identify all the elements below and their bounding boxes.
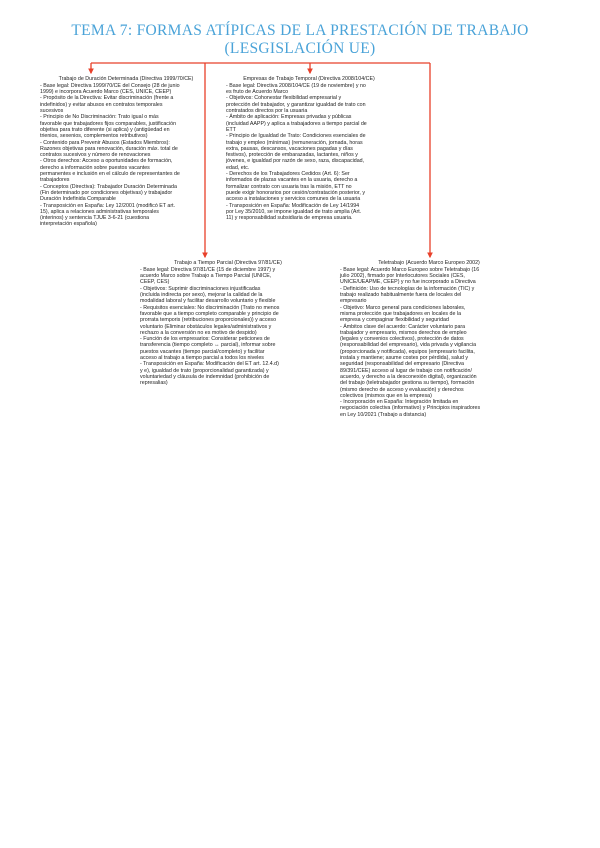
box-teletrabajo — [340, 260, 518, 418]
box-text-line: - Base legal: Directiva 97/81/CE (15 de diciembre 1997) y — [140, 266, 276, 273]
box-text-line: objetiva para trato diferente (si aplica) y (antigüedad en — [40, 126, 170, 133]
box-text-line: edad, etc. — [226, 164, 250, 171]
box-text-line: (legales y convenios colectivos), protección de datos — [340, 336, 464, 343]
box-text-line: trabajo realizado habitualmente fuera de locales del — [340, 292, 462, 299]
box-text-line: UNICE/UEAPME, CEEP) y no fue incorporado a Directiva — [340, 279, 476, 286]
box-text-line: trabajadores — [40, 177, 70, 184]
box-text-line: trabajador y empresario, mismos derechos de empleo — [340, 329, 467, 336]
box-text-line: puede exigir honorarios por cesión/contratación posterior, y — [226, 189, 365, 196]
box-text-line: acuerdo, y derecho a la desconexión digital), organización — [340, 373, 477, 380]
box-text-line: protección del trabajador, y garantizar igualdad de trato con — [226, 101, 366, 108]
box-text-line: 15), aplica a relaciones administrativas temporales — [40, 208, 159, 215]
box-text-line: seguridad (responsabilidad del empresario (Directiva — [340, 361, 464, 368]
box-text-line: (responsabilidad del empresario), vida privada y vigilancia — [340, 342, 477, 349]
box-text-line: - Ámbitos clave del acuerdo: Carácter voluntario para — [340, 323, 466, 330]
box-text-line: misma protección que trabajadores en locales de la — [340, 310, 462, 317]
box-duracion-determinada — [40, 76, 212, 228]
box-text-line: - Objetivos: Suprimir discriminaciones injustificadas — [140, 285, 261, 292]
box-text-line: - Incorporación en España: Integración limitada en — [340, 399, 459, 406]
box-text-line: festivos), protección de embarazadas, lactantes, niños y — [226, 152, 358, 159]
box-text-line: - Objetivos: Cohonestar flexibilidad empresarial y — [226, 95, 342, 102]
box-text-line: interpretación española) — [40, 221, 97, 228]
box-text-line: - Derechos de los Trabajadores Cedidos (Art. 6): Ser — [226, 171, 350, 178]
box-text-line: prorrata temporis (retribuciones proporcionales)) y acceso — [140, 317, 277, 324]
box-text-line: trabajo y empleo (mínimas) (remuneración, jornada, horas — [226, 139, 363, 146]
box-text-line: del trabajo (teletrabajador gestiona su tiempo), formación — [340, 380, 475, 387]
diagram-title-line-2: (LESGISLACIÓN UE) — [224, 40, 376, 57]
box-text-line: contratados directos por la usuaria — [226, 108, 308, 115]
box-text-line: (incluidad AAPP) y aplica a trabajadores a tiempo parcial de — [226, 120, 367, 127]
box-text-line: favorable que trabajadores fijos comparables, justificación — [40, 120, 177, 127]
box-text-line: - Contenido para Prevenir Abusos (Estados Miembros): — [40, 139, 170, 146]
box-text-line: es fruto de Acuerdo Marco — [226, 89, 289, 96]
box-text-line: en Ley 10/2021 (Trabajo a distancia) — [340, 411, 427, 418]
box-tiempo-parcial — [140, 260, 316, 387]
box-text-line: puestos vacantes (tiempo parcial/completo) y facilitar — [140, 348, 265, 355]
box-text-line: 89/391/CEE) acceso al lugar de trabajo con notificación/ — [340, 367, 472, 374]
box-text-line: derecho a información sobre puestos vacantes — [40, 164, 150, 171]
box-empresas-trabajo-temporal — [226, 76, 392, 221]
box-text-line: jóvenes, e igualdad por razón de sexo, raza, discapacidad, — [226, 158, 365, 165]
box-text-line: voluntario (Eliminar obstáculos legales/administrativos y — [140, 323, 272, 330]
box-text-line: indefinidos) y evitar abusos en contratos temporales — [40, 101, 163, 108]
box-text-line: represalias) — [140, 380, 168, 387]
box-text-line: - Propósito de la Directiva: Evitar discriminación (frente a — [40, 95, 174, 102]
box-text-line: - Base legal: Directiva 1999/70/CE del Consejo (28 de junio — [40, 82, 180, 89]
box-text-line: - Base legal: Directiva 2008/104/CE (19 de noviembre) y no — [226, 82, 366, 89]
box-heading: Empresas de Trabajo Temporal (Directiva 2008/104/CE) — [243, 76, 375, 82]
box-text-line: - Transposición en España: Ley 12/2001 (modificó ET art. — [40, 202, 176, 209]
box-text-line: contratos sucesivos y número de renovaciones — [40, 152, 151, 159]
box-text-line: - Transposición en España: Modificación de Ley 14/1994 — [226, 202, 360, 209]
box-text-line: - Requisitos esenciales: No discriminación (Trato no menos — [140, 304, 280, 311]
box-text-line: sucesivos — [40, 108, 64, 115]
diagram-title-line-1: TEMA 7: FORMAS ATÍPICAS DE LA PRESTACIÓN DE TRABAJO — [71, 22, 529, 39]
box-text-line: trienios, sexenios, complementos retributivos) — [40, 133, 148, 140]
box-text-line: transferencia (tiempo completo ↔ parcial), informar sobre — [140, 342, 276, 349]
box-text-line: (incluida indirecta por sexo), mejorar la calidad de la — [140, 292, 263, 299]
box-text-line: CEEP, CES) — [140, 279, 170, 286]
box-text-line: (proporcionada y notificada), equipos (empresario facilita, — [340, 348, 475, 355]
box-text-line: - Transposición en España: Modificación del ET art. 12.4.d) — [140, 361, 279, 368]
box-text-line: - Objetivo: Marco general para condiciones laborales, — [340, 304, 466, 311]
box-text-line: - Ámbito de aplicación: Empresas privadas y públicas — [226, 114, 352, 121]
box-text-line: colectivos (mismos que en la empresa) — [340, 392, 432, 399]
box-text-line: ETT — [226, 126, 237, 133]
box-text-line: - Base legal: Acuerdo Marco Europeo sobre Teletrabajo (16 — [340, 266, 480, 273]
box-text-line: - Principio de No Discriminación: Trato igual o más — [40, 114, 159, 121]
box-text-line: (mismo derecho de acceso y evaluación) y derechos — [340, 386, 464, 393]
box-heading: Trabajo de Duración Determinada (Directiva 1999/70/CE) — [58, 76, 194, 82]
box-text-line: negociación colectiva (informativo) y Principios inspiradores — [340, 405, 481, 412]
box-text-line: y e), igualdad de trato (proporcionalidad garantizada) y — [140, 367, 269, 374]
box-text-line: - Conceptos (Directiva): Trabajador Duración Determinada — [40, 183, 177, 190]
box-text-line: 1999) e incorpora Acuerdo Marco (CES, UNICE, CEEP) — [40, 89, 172, 96]
box-text-line: - Otros derechos: Acceso a oportunidades de formación, — [40, 158, 173, 165]
box-text-line: Razones objetivas para renovación, duración máx. total de — [40, 145, 178, 152]
box-text-line: acceso al trabajo a tiempo parcial a todos los niveles — [140, 355, 264, 362]
box-heading: Trabajo a Tiempo Parcial (Directiva 97/81/CE) — [174, 260, 282, 266]
box-text-line: - Definición: Uso de tecnologías de la información (TIC) y — [340, 285, 475, 292]
box-text-line: rechazo a la conversión no es motivo de despido) — [140, 329, 257, 336]
box-text-line: 11) y responsabilidad subsidiaria de empresa usuaria. — [226, 215, 353, 222]
box-text-line: (interinos) y sentencia TJUE 3-6-21 (cuestiona — [40, 215, 150, 222]
box-text-line: extra, pausas, descansos, vacaciones pagadas y días — [226, 145, 353, 152]
box-text-line: - Principio de Igualdad de Trato: Condiciones esenciales de — [226, 133, 366, 140]
box-heading: Teletrabajo (Acuerdo Marco Europeo 2002) — [378, 260, 480, 266]
box-text-line: formalizar contrato con usuaria tras la misión, ETT no — [226, 183, 352, 190]
box-text-line: favorable que a tiempo completo comparable y principio de — [140, 310, 279, 317]
box-text-line: permanentes e inclusión en el cálculo de representantes de — [40, 171, 180, 178]
box-text-line: acuerdo Marco sobre Trabajo a Tiempo Parcial (UNICE, — [140, 273, 272, 280]
box-text-line: empresario — [340, 298, 367, 305]
box-text-line: empresa y compaginar flexibilidad y seguridad — [340, 317, 449, 324]
box-text-line: (Fin determinado por condiciones objetivas) y trabajador — [40, 189, 173, 196]
box-text-line: modalidad laboral y facilitar desarrollo voluntario y flexible — [140, 298, 276, 305]
box-text-line: voluntariedad y cláusula de indemnidad (prohibición de — [140, 373, 270, 380]
box-text-line: informados de plazas vacantes en la usuaria, derecho a — [226, 177, 358, 184]
box-text-line: - Función de los empresarios: Considerar peticiones de — [140, 336, 270, 343]
box-text-line: Duración Indefinida Comparable — [40, 196, 116, 203]
box-text-line: acceso a instalaciones y servicios comunes de la usuaria — [226, 196, 361, 203]
box-text-line: julio 2002), firmado por Interlocutores Sociales (CES, — [340, 273, 465, 280]
box-text-line: por Ley 35/2010, se impone igualdad de trato amplia (Art. — [226, 208, 362, 215]
box-text-line: instala y mantiene; asume costes por pérdida), salud y — [340, 355, 469, 362]
